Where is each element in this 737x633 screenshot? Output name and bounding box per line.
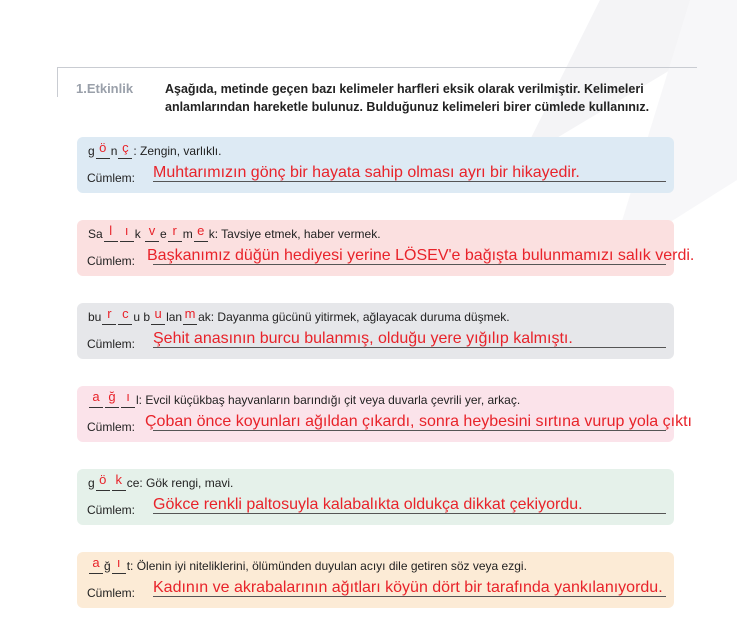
sentence-label: Cümlem: [87,586,136,600]
filled-blank[interactable] [168,223,182,242]
filled-letter: ö [99,140,107,155]
filled-letter: a [92,555,100,570]
answer-sentence[interactable]: Kadının ve akrabalarının ağıtları köyün dört bir tarafında yankılanıyordu. [153,579,663,596]
filled-letter: e [197,223,205,238]
word-fragment: u [133,310,144,324]
filled-letter: ö [99,472,107,487]
word-fragment: m [182,227,193,241]
filled-letter: r [107,306,112,321]
word-fragment: bu [88,310,102,324]
filled-letter: r [172,223,177,238]
word-definition: : Zengin, varlıklı. [133,144,222,158]
word-definition: : Dayanma gücünü yitirmek, ağlayacak duruma düşmek. [210,310,510,324]
sentence-label: Cümlem: [87,171,136,185]
answer-sentence[interactable]: Muhtarımızın gönç bir hayata sahip olması ayrı bir hikayedir. [153,164,580,181]
activity-frame-top [57,67,697,68]
filled-letter: k [115,472,122,487]
missing-letter-word [88,555,527,574]
filled-blank[interactable] [194,223,208,242]
missing-letter-word [88,140,222,159]
word-fragment: g [88,476,95,490]
filled-letter: c [122,306,129,321]
word-definition: : Tavsiye etmek, haber vermek. [214,227,381,241]
answer-sentence[interactable]: Başkanımız düğün hediyesi yerine LÖSEV'e bağışta bulunmamızı salık verdi. [147,247,695,264]
filled-letter: m [184,306,196,321]
word-definition: t: Ölenin iyi niteliklerini, ölümünden duyulan acıyı dile getiren söz veya ezgi. [126,559,527,573]
filled-letter: ı [116,555,121,570]
exercise-card [77,303,674,359]
filled-blank[interactable] [89,389,103,408]
word-definition: l: Evcil küçükbaş hayvanların barındığı çit veya duvarla çevrili yer, arkaç. [136,393,521,407]
word-fragment: n [110,144,118,158]
answer-sentence[interactable]: Gökce renkli paltosuyla kalabalıkta oldukça dikkat çekiyordu. [153,496,583,513]
filled-blank[interactable] [96,140,110,159]
filled-letter: ı [124,223,129,238]
filled-blank[interactable] [102,306,116,325]
filled-letter: l [109,223,113,238]
missing-letter-word [88,306,510,325]
exercise-card [77,552,674,608]
filled-blank[interactable] [112,472,126,491]
sentence-label: Cümlem: [87,420,136,434]
word-fragment: b [143,310,151,324]
word-definition: ce: Gök rengi, mavi. [126,476,234,490]
filled-letter: ç [122,140,129,155]
word-fragment: Sa [88,227,103,241]
word-fragment: ğ [104,559,111,573]
word-fragment: lan [166,310,183,324]
word-fragment: k [208,227,215,241]
filled-letter: ğ [108,389,116,404]
word-fragment: k [134,227,145,241]
sentence-label: Cümlem: [87,337,136,351]
activity-label: 1.Etkinlik [76,81,134,96]
filled-blank[interactable] [120,223,134,242]
filled-letter: v [148,223,156,238]
word-fragment: ak [198,310,211,324]
filled-blank[interactable] [151,306,165,325]
filled-blank[interactable] [121,389,135,408]
filled-letter: u [154,306,162,321]
exercise-card [77,220,695,276]
missing-letter-word [88,389,521,408]
answer-sentence[interactable]: Şehit anasının burcu bulanmış, olduğu yere yığılıp kalmıştı. [153,330,573,347]
filled-blank[interactable] [96,472,110,491]
filled-blank[interactable] [112,555,126,574]
filled-letter: a [92,389,100,404]
filled-letter: ı [126,389,130,404]
exercise-card [77,137,674,193]
filled-blank[interactable] [118,306,132,325]
exercise-card [77,469,674,525]
filled-blank[interactable] [105,389,119,408]
missing-letter-word [88,472,234,491]
sentence-label: Cümlem: [87,254,136,268]
exercise-card [77,386,692,442]
filled-blank[interactable] [104,223,118,242]
filled-blank[interactable] [89,555,103,574]
word-fragment: g [88,144,95,158]
filled-blank[interactable] [183,306,197,325]
filled-blank[interactable] [145,223,159,242]
missing-letter-word [88,223,381,242]
activity-instruction: Aşağıda, metinde geçen bazı kelimeler harfleri eksik olarak verilmiştir. Kelimeleri anlamlarından hareketle bulunuz. Bulduğunuz kelimeleri birer cümlede kullanınız. [165,82,650,114]
filled-blank[interactable] [118,140,132,159]
activity-frame-left [57,67,58,97]
sentence-label: Cümlem: [87,503,136,517]
answer-sentence[interactable]: Çoban önce koyunları ağıldan çıkardı, sonra heybesini sırtına vurup yola çıktı [145,413,692,430]
word-fragment: e [160,227,167,241]
